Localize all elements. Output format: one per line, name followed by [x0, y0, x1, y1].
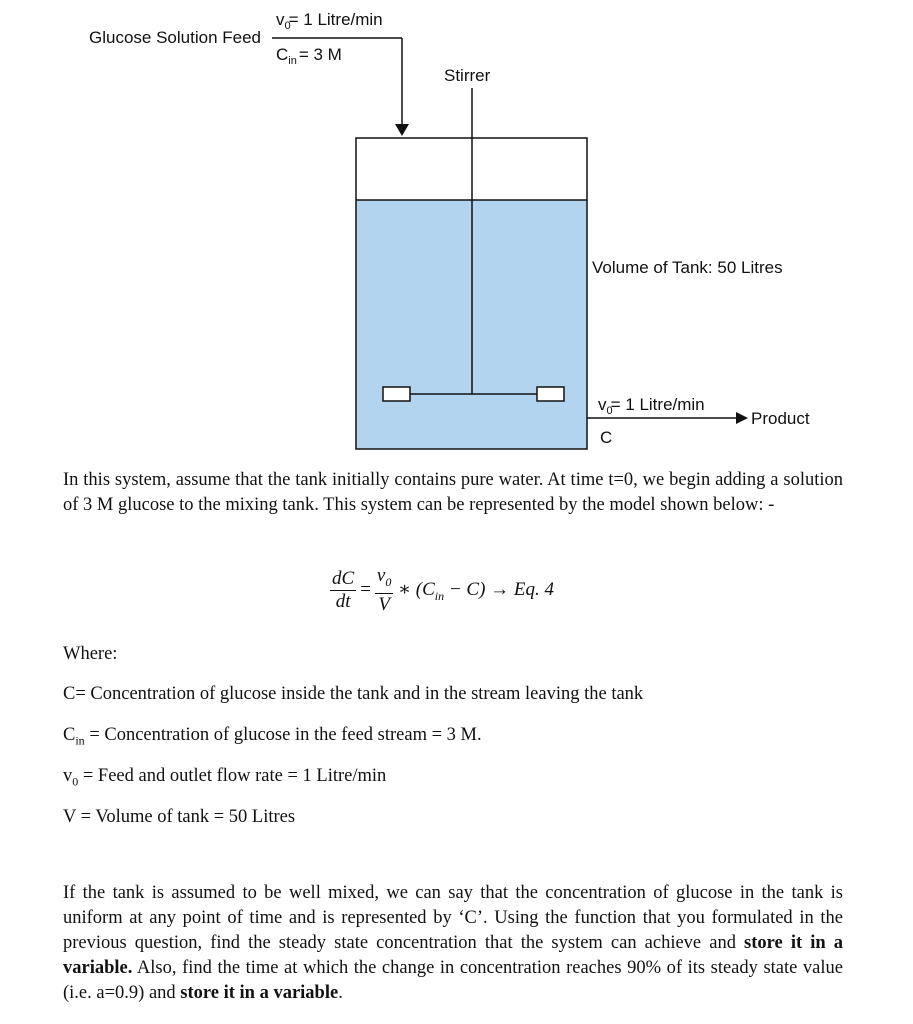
- task-paragraph: If the tank is assumed to be well mixed, we can say that the concentration of glucose in the tank is uniform at any point of time and is represented by ‘C’. Using the function that you formulated in the previous question, find the steady state concentration that the system can achieve and store it in a variable. Also, find the time at which the change in concentration reaches 90% of its steady state value (i.e. a=0.9) and store it in a variable.: [63, 883, 843, 1003]
- equation-tail: ∗ $(C_{in} - C) \to Eq$. 4: [398, 578, 555, 603]
- outlet-arrowhead: [736, 412, 748, 424]
- equals-sign: =: [360, 579, 371, 601]
- product-label: Product: [751, 409, 810, 428]
- where-heading: Where:: [63, 644, 118, 664]
- model-equation: [330, 565, 554, 616]
- intro-paragraph: In this system, assume that the tank initially contains pure water. At time t=0, we begin adding a solution of 3 M glucose to the mixing tank. This system can be represented by the model shown below: -: [63, 470, 843, 515]
- volume-label: Volume of Tank: 50 Litres: [592, 258, 783, 277]
- bold-instruction-2: store it in a variable: [180, 983, 339, 1003]
- definition-v0: $v_0$ = Feed and outlet flow rate = 1 Litre/min: [63, 766, 387, 789]
- outlet-flow-label: $v_0= 1$ Litre/min: [598, 395, 705, 417]
- feed-label: Glucose Solution Feed: [89, 28, 261, 47]
- definition-c: C= Concentration of glucose inside the tank and in the stream leaving the tank: [63, 684, 644, 704]
- stirrer-blade-right: [537, 387, 564, 401]
- bold-instruction-1: store it in a variable.: [63, 933, 843, 978]
- feed-flow-label: $v_0= 1$ Litre/min: [276, 10, 383, 32]
- rhs-numerator: $v_0$: [375, 565, 393, 594]
- definition-v: V = Volume of tank = 50 Litres: [63, 807, 296, 827]
- feed-conc-label: $C_{in} = 3$ M: [276, 45, 342, 67]
- lhs-denominator: dt: [335, 590, 351, 612]
- lhs-fraction: [330, 568, 356, 613]
- outlet-conc-label: C: [600, 428, 613, 447]
- stirrer-blade-left: [383, 387, 410, 401]
- definition-cin: $C_{in}$ = Concentration of glucose in the feed stream = 3 M.: [63, 725, 482, 748]
- lhs-numerator: dC: [332, 567, 355, 589]
- stirrer-label: Stirrer: [444, 66, 491, 85]
- rhs-fraction: [375, 565, 393, 616]
- mixing-tank-diagram: [0, 0, 913, 460]
- feed-arrowhead: [395, 124, 409, 136]
- rhs-denominator: V: [378, 593, 390, 615]
